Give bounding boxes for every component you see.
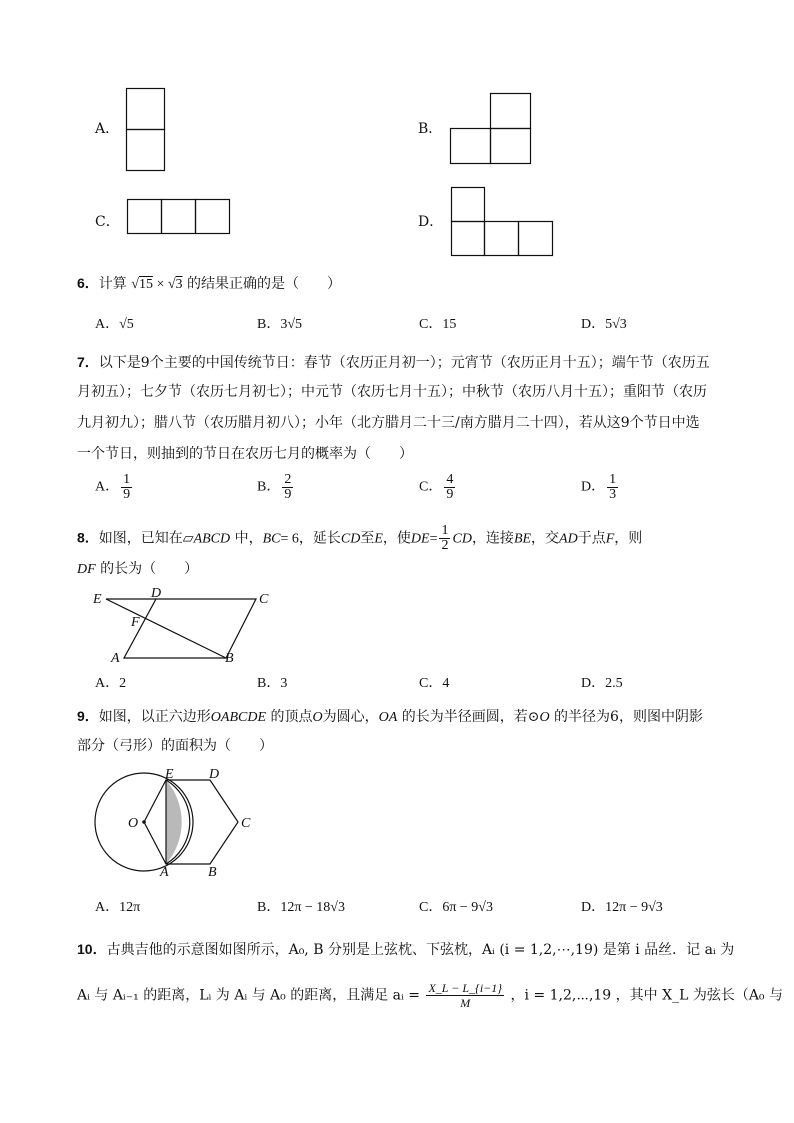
q6-option-d[interactable]: D．5√3 [581,317,627,332]
figure-label-o: O [128,816,139,831]
question-8-line-1: 8．如图，已知在▱ABCD 中，BC= 6，延长CD至E，使DE= $\frac{1}{2}$ CD，连接BE，交AD于点F，则 [77,523,643,553]
q8-option-a[interactable]: A．2 [95,676,127,691]
net-figure-a [126,88,166,172]
option-d-label: D． [418,214,444,230]
q7-option-a[interactable]: A． $\frac{1}{9}$ [95,472,131,502]
q7-option-b[interactable]: B． $\frac{2}{9}$ [257,472,292,502]
figure-label-b: B [225,651,234,666]
question-number: 6． [77,275,99,291]
option-c-label: C． [95,214,120,230]
net-figure-b [450,93,532,165]
figure-label-b: B [208,865,217,880]
figure-label-e: E [165,767,174,782]
figure-label-c: C [259,592,269,607]
question-number: 10． [77,941,107,957]
q6-option-c[interactable]: C．15 [419,317,457,332]
question-number: 8． [77,529,99,546]
question-9-line-1: 9．如图，以正六边形OABCDE 的顶点O为圆心，OA 的长为半径画圆，若⊙O 的半径为6，则图中阴影 [77,708,703,725]
q8-option-c[interactable]: C．4 [419,676,450,691]
figure-label-d: D [209,767,220,782]
question-text-end: 的结果正确的是（ ） [186,276,341,292]
q9-option-a[interactable]: A．12π [95,900,141,915]
question-8-line-2: DF 的长为（ ） [77,561,199,577]
figure-label-e: E [93,592,102,607]
sqrt-expression: √15 × √3 [131,277,183,292]
q7-option-d[interactable]: D． $\frac{1}{3}$ [581,472,617,502]
q9-option-d[interactable]: D．12π − 9√3 [581,900,663,915]
question-9-line-2: 部分（弓形）的面积为（ ） [77,738,273,754]
question-number: 9． [77,708,99,724]
figure-label-d: D [151,586,162,601]
question-7-line-1: 7．以下是9个主要的中国传统节日：春节（农历正月初一）；元宵节（农历正月十五）；端午节（农历五 [77,354,710,371]
figure-label-a: A [160,865,169,880]
q9-option-c[interactable]: C．6π − 9√3 [419,900,493,915]
question-10-line-2: Aᵢ 与 Aᵢ₋₁ 的距离，Lᵢ 为 Aᵢ 与 A₀ 的距离，且满足 aᵢ = $\frac{X\_L - L\_\{i-1\}}{M}$ ，i = 1,2,⋯,19 ，其中 X_L 为弦长（A₀ 与 [77,981,783,1010]
q9-option-b[interactable]: B．12π − 18√3 [257,900,345,915]
q7-option-c[interactable]: C． $\frac{4}{9}$ [419,472,454,502]
option-a-label: A． [95,121,120,137]
option-b-label: B． [418,121,443,137]
figure-label-c: C [241,816,251,831]
net-figure-c [127,199,231,235]
question-7-line-3: 九月初九）；腊八节（农历腊月初八）；小年（北方腊月二十三/南方腊月二十四），若从这9个节日中选 [77,415,700,431]
q8-option-b[interactable]: B．3 [257,676,288,691]
q6-option-b[interactable]: B．3√5 [257,317,303,332]
q8-option-d[interactable]: D．2.5 [581,676,623,691]
question-7-line-4: 一个节日，则抽到的节日在农历七月的概率为（ ） [77,446,413,462]
figure-label-a: A [111,651,120,666]
question-10-line-1: 10．古典吉他的示意图如图所示，A₀, B 分别是上弦枕、下弦枕，Aᵢ (i = 1,2,⋯,19) 是第 i 品丝．记 aᵢ 为 [77,941,735,958]
net-figure-d [451,187,554,257]
question-text: 计算 [98,276,127,292]
question-number: 7． [77,354,99,370]
question-6 [77,273,341,295]
q6-option-a[interactable]: A．√5 [95,317,134,332]
figure-label-f: F [131,615,140,630]
question-7-line-2: 月初五）；七夕节（农历七月初七）；中元节（农历七月十五）；中秋节（农历八月十五）；重阳节（农历 [77,384,707,400]
